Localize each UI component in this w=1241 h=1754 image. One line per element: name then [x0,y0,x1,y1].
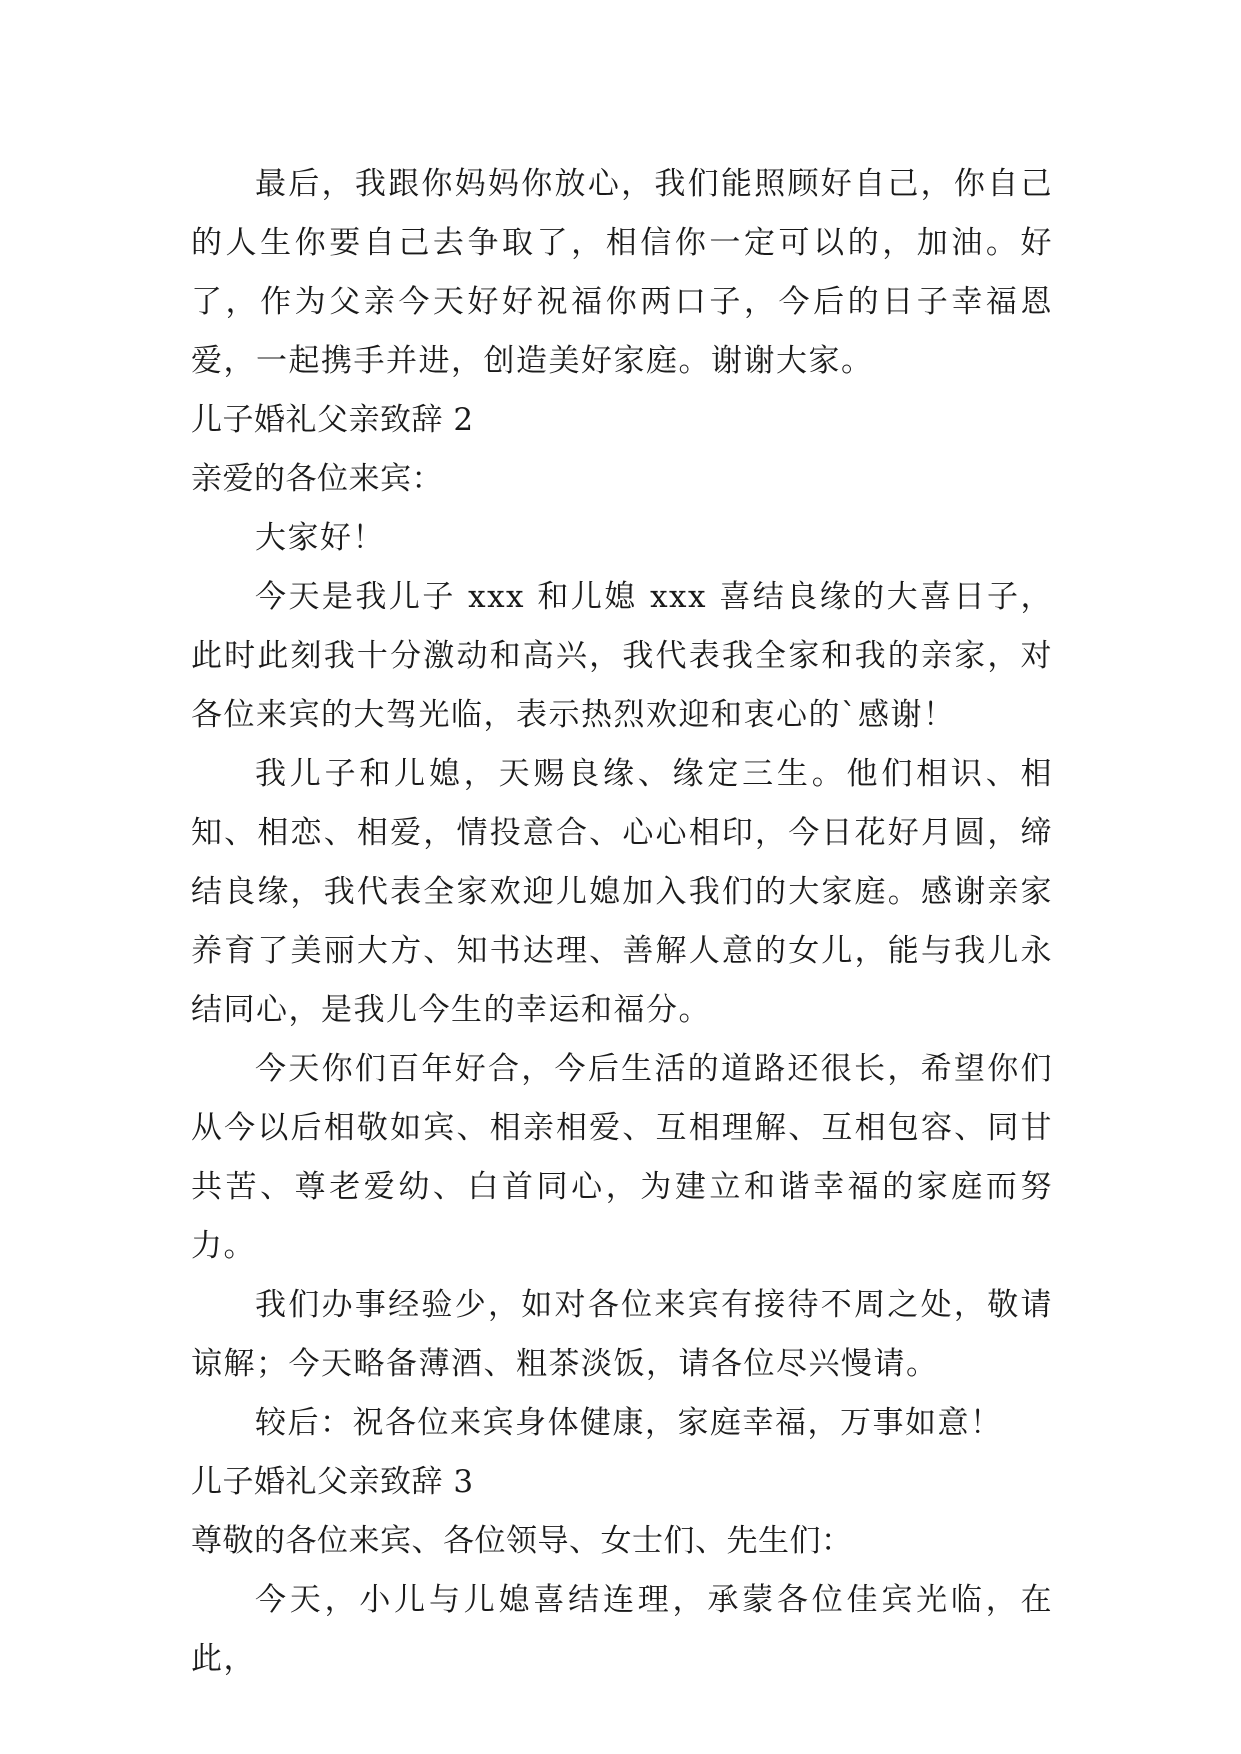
paragraph-greeting: 大家好！ [255,520,385,556]
salutation-guests: 亲爱的各位来宾： [191,461,443,497]
paragraph-wishes: 今天你们百年好合，今后生活的道路还很长，希望你们从今以后相敬如宾、相亲相爱、互相理解、互相包容、同甘共苦、尊老爱幼、白首同心，为建立和谐幸福的家庭而努力。 [191,1051,1053,1264]
paragraph-opening: 今天，小儿与儿媳喜结连理，承蒙各位佳宾光临，在此， [191,1582,1053,1677]
paragraph-apology: 我们办事经验少，如对各位来宾有接待不周之处，敬请谅解；今天略备薄酒、粗茶淡饭，请各位尽兴慢请。 [191,1287,1053,1382]
paragraph-couple: 我儿子和儿媳，天赐良缘、缘定三生。他们相识、相知、相恋、相爱，情投意合、心心相印，今日花好月圆，缔结良缘，我代表全家欢迎儿媳加入我们的大家庭。感谢亲家养育了美丽大方、知书达理、善解人意的女儿，能与我儿永结同心，是我儿今生的幸运和福分。 [191,756,1053,1028]
document-body [191,155,1053,1689]
paragraph-blessing: 较后：祝各位来宾身体健康，家庭幸福，万事如意！ [255,1405,1003,1441]
paragraph-welcome: 今天是我儿子 xxx 和儿媳 xxx 喜结良缘的大喜日子，此时此刻我十分激动和高兴，我代表我全家和我的亲家，对各位来宾的大驾光临，表示热烈欢迎和衷心的`感谢！ [191,579,1053,733]
paragraph-closing-remarks: 最后，我跟你妈妈你放心，我们能照顾好自己，你自己的人生你要自己去争取了，相信你一定可以的，加油。好了，作为父亲今天好好祝福你两口子，今后的日子幸福恩爱，一起携手并进，创造美好家庭。谢谢大家。 [191,166,1053,379]
section-heading-2: 儿子婚礼父亲致辞 2 [191,402,474,438]
salutation-dignitaries: 尊敬的各位来宾、各位领导、女士们、先生们： [191,1523,853,1559]
section-heading-3: 儿子婚礼父亲致辞 3 [191,1464,474,1500]
